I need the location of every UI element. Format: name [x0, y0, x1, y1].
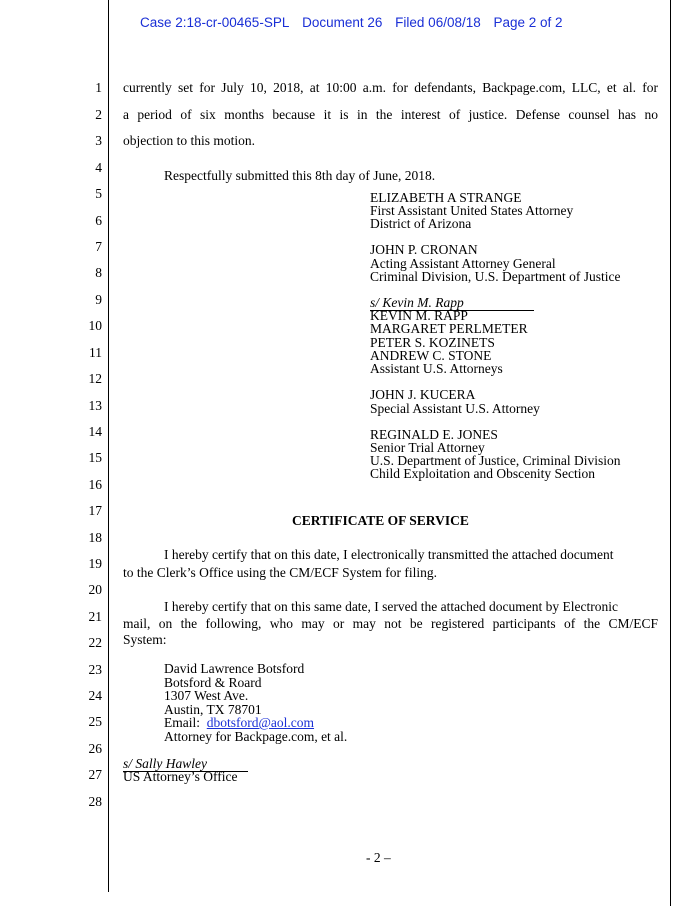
rapp-name: KEVIN M. RAPP [370, 308, 468, 323]
cert-p2-line3: System: [123, 632, 167, 647]
line-number: 3 [95, 133, 102, 148]
strange-name: ELIZABETH A STRANGE [370, 190, 522, 205]
left-margin-rule [108, 0, 109, 892]
cert-p2-line1: I hereby certify that on this same date, I served the attached document by Electronic [164, 599, 618, 614]
office-name: US Attorney’s Office [123, 769, 238, 784]
kucera-title: Special Assistant U.S. Attorney [370, 401, 540, 416]
ecf-header [140, 15, 572, 30]
line-number: 26 [88, 741, 102, 756]
line-number: 11 [89, 345, 102, 360]
line-number: 7 [95, 239, 102, 254]
line-number: 17 [88, 503, 102, 518]
page-number: - 2 – [366, 850, 391, 865]
jones-title: Senior Trial Attorney [370, 440, 485, 455]
recipient-firm: Botsford & Roard [164, 675, 262, 690]
recipient-email-line [164, 715, 314, 730]
line-number: 24 [88, 688, 102, 703]
line-number: 2 [95, 107, 102, 122]
recipient-city: Austin, TX 78701 [164, 702, 262, 717]
line-number: 22 [88, 635, 102, 650]
email-link[interactable]: dbotsford@aol.com [206, 715, 315, 730]
body-line-3: objection to this motion. [123, 133, 255, 148]
cronan-division: Criminal Division, U.S. Department of Justice [370, 269, 621, 284]
cert-p1-line1: I hereby certify that on this date, I electronically transmitted the attached document [164, 547, 614, 562]
strange-title: First Assistant United States Attorney [370, 203, 574, 218]
line-number: 25 [88, 714, 102, 729]
document-number: Document 26 [302, 15, 383, 30]
line-number: 16 [88, 477, 102, 492]
recipient-role: Attorney for Backpage.com, et al. [164, 729, 348, 744]
line-number: 27 [88, 767, 102, 782]
right-margin-rule [670, 0, 671, 906]
line-number: 6 [95, 213, 102, 228]
line-number: 10 [88, 318, 102, 333]
ausa-title: Assistant U.S. Attorneys [370, 361, 503, 376]
line-number: 12 [88, 371, 102, 386]
line-number: 8 [95, 265, 102, 280]
line-number: 18 [88, 530, 102, 545]
line-number: 23 [88, 662, 102, 677]
jones-dept: U.S. Department of Justice, Criminal Division [370, 453, 621, 468]
strange-district: District of Arizona [370, 216, 472, 231]
page-count: Page 2 of 2 [493, 15, 563, 30]
cronan-name: JOHN P. CRONAN [370, 242, 478, 257]
line-number: 1 [95, 80, 102, 95]
cert-p1-line2: to the Clerk’s Office using the CM/ECF System for filing. [123, 565, 437, 580]
kozinets-name: PETER S. KOZINETS [370, 335, 495, 350]
jones-section: Child Exploitation and Obscenity Section [370, 466, 595, 481]
email-label: Email: [164, 715, 200, 730]
stone-name: ANDREW C. STONE [370, 348, 492, 363]
kucera-name: JOHN J. KUCERA [370, 387, 476, 402]
line-number: 4 [95, 160, 102, 175]
clerk-signature: s/ Sally Hawley [123, 757, 248, 772]
line-number: 9 [95, 292, 102, 307]
line-number: 20 [88, 582, 102, 597]
perlmeter-name: MARGARET PERLMETER [370, 321, 528, 336]
line-number: 28 [88, 794, 102, 809]
line-number: 5 [95, 186, 102, 201]
filed-date: Filed 06/08/18 [395, 15, 481, 30]
cert-p2-line2: mail, on the following, who may or may not be registered participants of the CM/ECF [123, 616, 658, 631]
jones-name: REGINALD E. JONES [370, 427, 498, 442]
line-number: 15 [88, 450, 102, 465]
line-number: 14 [88, 424, 102, 439]
certificate-title: CERTIFICATE OF SERVICE [292, 513, 469, 528]
line-number: 19 [88, 556, 102, 571]
electronic-signature: s/ Kevin M. Rapp [370, 296, 534, 311]
cronan-title: Acting Assistant Attorney General [370, 256, 556, 271]
respectfully-submitted: Respectfully submitted this 8th day of June, 2018. [164, 168, 436, 183]
line-number: 13 [88, 398, 102, 413]
body-line-1: currently set for July 10, 2018, at 10:00 a.m. for defendants, Backpage.com, LLC, et al. for [123, 80, 658, 95]
line-number: 21 [88, 609, 102, 624]
case-number: Case 2:18-cr-00465-SPL [140, 15, 290, 30]
recipient-name: David Lawrence Botsford [164, 661, 305, 676]
body-line-2: a period of six months because it is in the interest of justice. Defense counsel has no [123, 107, 658, 122]
recipient-street: 1307 West Ave. [164, 688, 249, 703]
